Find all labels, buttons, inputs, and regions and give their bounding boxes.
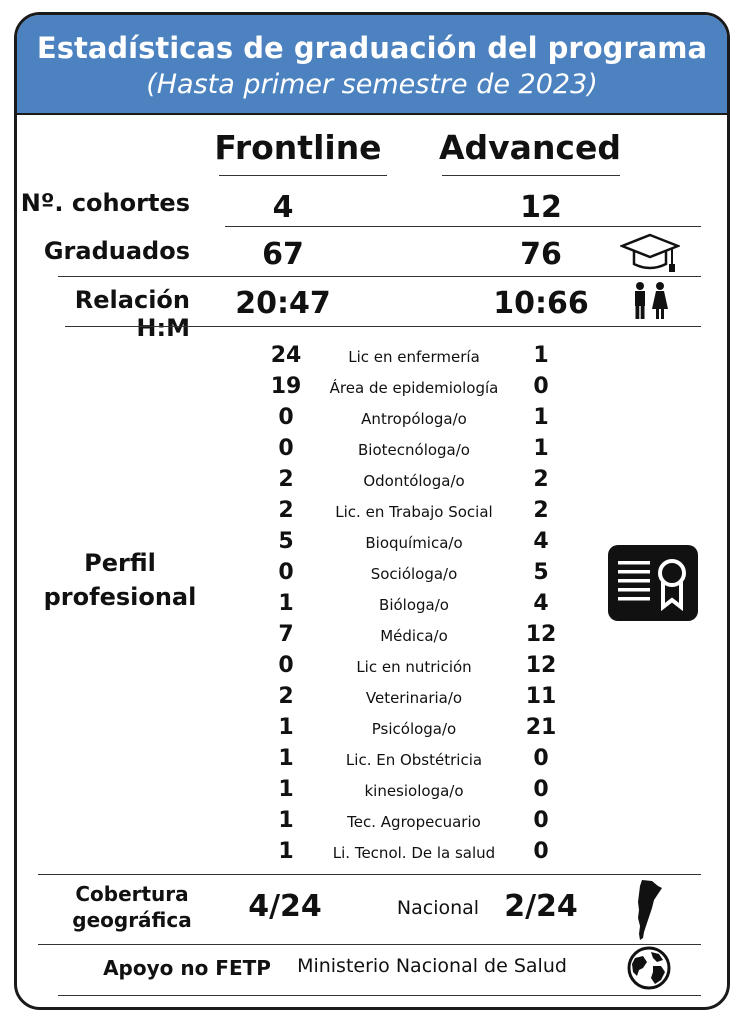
profile-frontline-count: 2 bbox=[278, 684, 294, 709]
profile-profession-name: Psicóloga/o bbox=[371, 720, 457, 738]
ratio-label: Relación H:M bbox=[74, 286, 190, 342]
profile-frontline-count: 0 bbox=[278, 405, 294, 430]
profile-profession-name: Lic en enfermería bbox=[348, 348, 480, 366]
advanced-underline bbox=[442, 175, 620, 176]
argentina-map-icon bbox=[628, 878, 668, 942]
divider bbox=[225, 226, 701, 227]
profile-profession-name: Lic en nutrición bbox=[356, 658, 472, 676]
support-value: Ministerio Nacional de Salud bbox=[297, 955, 567, 977]
profile-profession-name: Biotecnóloga/o bbox=[358, 441, 470, 459]
divider bbox=[38, 944, 701, 945]
divider bbox=[65, 326, 701, 327]
profile-profession-name: Bioquímica/o bbox=[365, 534, 463, 552]
profile-frontline-count: 2 bbox=[278, 498, 294, 523]
graduation-cap-icon bbox=[620, 232, 680, 274]
profile-profession-name: Bióloga/o bbox=[379, 596, 449, 614]
profile-advanced-count: 1 bbox=[533, 343, 549, 368]
profile-profession-name: Veterinaria/o bbox=[365, 689, 463, 707]
frontline-underline bbox=[219, 175, 387, 176]
cohorts-advanced-value: 12 bbox=[520, 190, 562, 225]
profile-advanced-count: 1 bbox=[533, 405, 549, 430]
profile-advanced-count: 0 bbox=[533, 808, 549, 833]
ratio-advanced-value: 10:66 bbox=[493, 286, 589, 321]
profile-advanced-count: 1 bbox=[533, 436, 549, 461]
divider bbox=[38, 874, 701, 875]
profile-advanced-count: 0 bbox=[533, 746, 549, 771]
page-subtitle: (Hasta primer semestre de 2023) bbox=[146, 69, 598, 100]
coverage-middle-label: Nacional bbox=[396, 897, 480, 919]
column-header-advanced: Advanced bbox=[439, 128, 621, 167]
profile-profession-name: kinesiologa/o bbox=[364, 782, 464, 800]
profile-advanced-count: 0 bbox=[533, 374, 549, 399]
profile-frontline-count: 2 bbox=[278, 467, 294, 492]
profile-profession-name: Área de epidemiología bbox=[329, 379, 499, 397]
profile-label-line1: Perfil bbox=[84, 549, 156, 577]
profile-advanced-count: 0 bbox=[533, 839, 549, 864]
cohorts-frontline-value: 4 bbox=[272, 190, 294, 225]
coverage-label-line1: Cobertura bbox=[75, 882, 189, 906]
page-title: Estadísticas de graduación del programa bbox=[36, 31, 708, 65]
profile-advanced-count: 2 bbox=[533, 467, 549, 492]
graduates-advanced-value: 76 bbox=[520, 237, 562, 272]
coverage-frontline-value: 4/24 bbox=[248, 889, 322, 924]
profile-advanced-count: 0 bbox=[533, 777, 549, 802]
profile-label-line2: profesional bbox=[43, 583, 197, 611]
profile-frontline-count: 1 bbox=[278, 777, 294, 802]
profile-frontline-count: 1 bbox=[278, 591, 294, 616]
profile-advanced-count: 4 bbox=[533, 591, 549, 616]
profile-profession-name: Socióloga/o bbox=[370, 565, 458, 583]
profile-frontline-count: 1 bbox=[278, 808, 294, 833]
profile-frontline-count: 1 bbox=[278, 715, 294, 740]
graduates-frontline-value: 67 bbox=[262, 237, 304, 272]
profile-advanced-count: 5 bbox=[533, 560, 549, 585]
people-icon bbox=[630, 281, 670, 321]
profile-frontline-count: 0 bbox=[278, 560, 294, 585]
profile-label bbox=[30, 546, 210, 614]
profile-profession-name: Odontóloga/o bbox=[363, 472, 465, 490]
profile-advanced-count: 12 bbox=[525, 653, 557, 678]
ratio-frontline-value: 20:47 bbox=[235, 286, 331, 321]
profile-advanced-count: 21 bbox=[525, 715, 557, 740]
profile-frontline-count: 24 bbox=[270, 343, 302, 368]
cohorts-label: Nº. cohortes bbox=[20, 189, 190, 217]
divider bbox=[58, 276, 701, 277]
globe-icon bbox=[627, 946, 671, 990]
divider bbox=[58, 995, 701, 996]
profile-profession-name: Lic. En Obstétricia bbox=[345, 751, 483, 769]
profile-advanced-count: 4 bbox=[533, 529, 549, 554]
profile-profession-name: Li. Tecnol. De la salud bbox=[332, 844, 496, 862]
header-banner bbox=[17, 15, 727, 115]
profile-frontline-count: 19 bbox=[270, 374, 302, 399]
coverage-advanced-value: 2/24 bbox=[504, 889, 578, 924]
profile-advanced-count: 2 bbox=[533, 498, 549, 523]
support-label: Apoyo no FETP bbox=[103, 956, 271, 980]
profile-profession-name: Médica/o bbox=[380, 627, 448, 645]
profile-frontline-count: 1 bbox=[278, 839, 294, 864]
profile-frontline-count: 7 bbox=[278, 622, 294, 647]
graduates-label: Graduados bbox=[43, 237, 190, 265]
profile-frontline-count: 0 bbox=[278, 436, 294, 461]
profile-profession-name: Tec. Agropecuario bbox=[347, 813, 481, 831]
profile-profession-name: Antropóloga/o bbox=[361, 410, 467, 428]
profile-frontline-count: 1 bbox=[278, 746, 294, 771]
profile-advanced-count: 11 bbox=[525, 684, 557, 709]
profile-frontline-count: 0 bbox=[278, 653, 294, 678]
coverage-label-line2: geográfica bbox=[72, 908, 192, 932]
profile-frontline-count: 5 bbox=[278, 529, 294, 554]
coverage-label bbox=[52, 881, 212, 933]
profile-advanced-count: 12 bbox=[525, 622, 557, 647]
certificate-icon bbox=[608, 545, 698, 621]
column-header-frontline: Frontline bbox=[214, 128, 382, 167]
profile-profession-name: Lic. en Trabajo Social bbox=[335, 503, 493, 521]
